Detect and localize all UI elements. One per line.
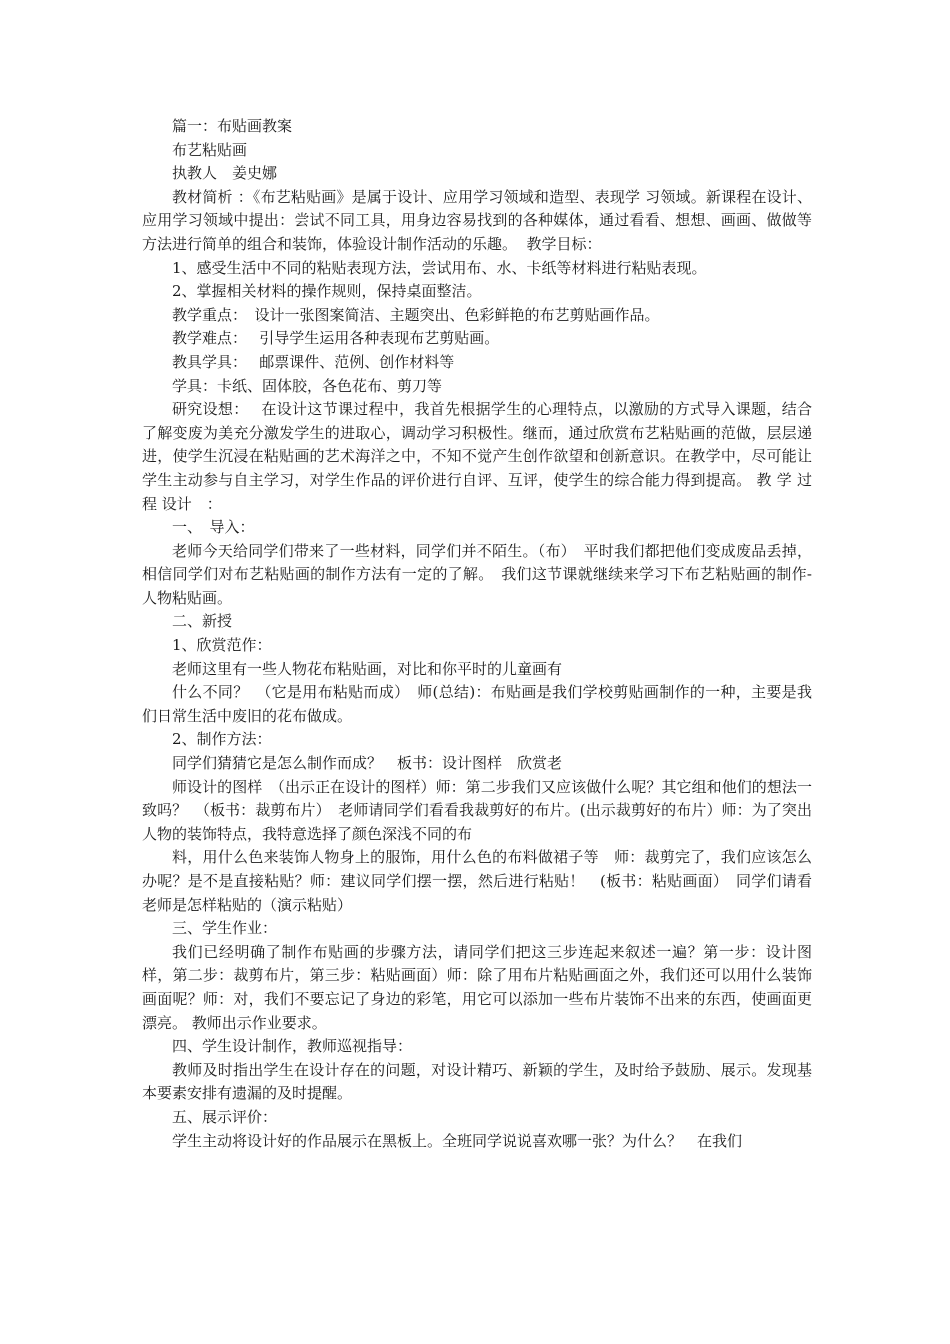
appreciate-paragraph-1: 老师这里有一些人物花布粘贴画，对比和你平时的儿童画有 [172, 659, 563, 678]
teaching-aids: 教具学具： 邮票课件、范例、创作材料等 [172, 352, 455, 371]
appreciate-paragraph-2: 什么不同？ （它是用布粘贴而成） 师(总结)：布贴画是我们学校剪贴画制作的一种，主要是我们日常生活中废旧的花布做成。 [142, 683, 812, 725]
teaching-difficulty: 教学难点： 引导学生运用各种表现布艺剪贴画。 [172, 329, 500, 348]
section-heading-new-lesson: 二、新授 [172, 612, 233, 631]
lesson-title: 布艺粘贴画 [172, 140, 248, 159]
section-heading-practice: 四、学生设计制作，教师巡视指导： [172, 1037, 413, 1056]
document-body [142, 115, 812, 1153]
evaluation-paragraph: 学生主动将设计好的作品展示在黑板上。全班同学说说喜欢哪一张？为什么？ 在我们 [172, 1131, 743, 1150]
subheading-method: 2、制作方法： [172, 730, 272, 749]
intro-paragraph: 老师今天给同学们带来了一些材料，同学们并不陌生。（布） 平时我们都把他们变成废品丢掉，相信同学们对布艺粘贴画的制作方法有一定的了解。 我们这节课就继续来学习下布艺粘贴画的制作-人物粘贴画。 [142, 541, 812, 607]
subheading-appreciate: 1、欣赏范作： [172, 636, 272, 655]
homework-paragraph: 我们已经明确了制作布贴画的步骤方法，请同学们把这三步连起来叙述一遍？第一步：设计图样，第二步：裁剪布片，第三步：粘贴画面）师：除了用布片粘贴画面之外，我们还可以用什么装饰画面呢？师：对，我们不要忘记了身边的彩笔，用它可以添加一些布片装饰不出来的东西，使画面更漂亮。 教师出示作业要求。 [142, 942, 812, 1032]
teacher-line: 执教人 姜史娜 [172, 164, 278, 183]
practice-paragraph: 教师及时指出学生在设计存在的问题，对设计精巧、新颖的学生，及时给予鼓励、展示。发现基本要素安排有遗漏的及时提醒。 [142, 1060, 812, 1103]
objective-1: 1、感受生活中不同的粘贴表现方法，尝试用布、水、卡纸等材料进行粘贴表现。 [172, 258, 707, 277]
method-paragraph-1: 同学们猜猜它是怎么制作而成？ 板书：设计图样 欣赏老 [172, 754, 563, 773]
method-paragraph-2: 师设计的图样 （出示正在设计的图样）师：第二步我们又应该做什么呢？其它组和他们的想法一致吗？ （板书：裁剪布片） 老师请同学们看看我裁剪好的布片。(出示裁剪好的布片）师：为了突出人物的装饰特点，我特意选择了颜色深浅不同的布 [142, 777, 812, 843]
teaching-focus: 教学重点： 设计一张图案简洁、主题突出、色彩鲜艳的布艺剪贴画作品。 [172, 305, 660, 324]
objective-2: 2、掌握相关材料的操作规则，保持桌面整洁。 [172, 282, 482, 301]
research-idea-paragraph: 研究设想： 在设计这节课过程中，我首先根据学生的心理特点，以激励的方式导入课题，结合了解变废为美充分激发学生的进取心，调动学习积极性。继而，通过欣赏布艺粘贴画的范做，层层递进，使学生沉浸在粘贴画的艺术海洋之中，不知不觉产生创作欲望和创新意识。在教学中，尽可能让学生主动参与自主学习，对学生作品的评价进行自评、互评，使学生的综合能力得到提高。 教 学 过程 设计 ： [142, 400, 812, 513]
section-heading-homework: 三、学生作业： [172, 919, 278, 938]
method-paragraph-3: 料，用什么色来装饰人物身上的服饰，用什么色的布料做裙子等 师：裁剪完了，我们应该怎么办呢？是不是直接粘贴？师：建议同学们摆一摆，然后进行粘贴！ (板书：粘贴画面） 同学们请看老师是怎样粘贴的（演示粘贴） [142, 848, 812, 914]
document-title: 篇一：布贴画教案 [172, 117, 293, 135]
material-analysis-paragraph: 教材简析 ：《布艺粘贴画》是属于设计、应用学习领域和造型、表现学 习领域。新课程在设计、应用学习领域中提出：尝试不同工具，用身边容易找到的各种媒体，通过看看、想想、画画、做做等方法进行简单的组合和装饰，体验设计制作活动的乐趣。 教学目标： [142, 187, 812, 253]
student-materials: 学具：卡纸、固体胶，各色花布、剪刀等 [172, 376, 443, 395]
section-heading-evaluation: 五、展示评价： [172, 1107, 278, 1126]
section-heading-intro: 一、 导入： [172, 518, 255, 537]
